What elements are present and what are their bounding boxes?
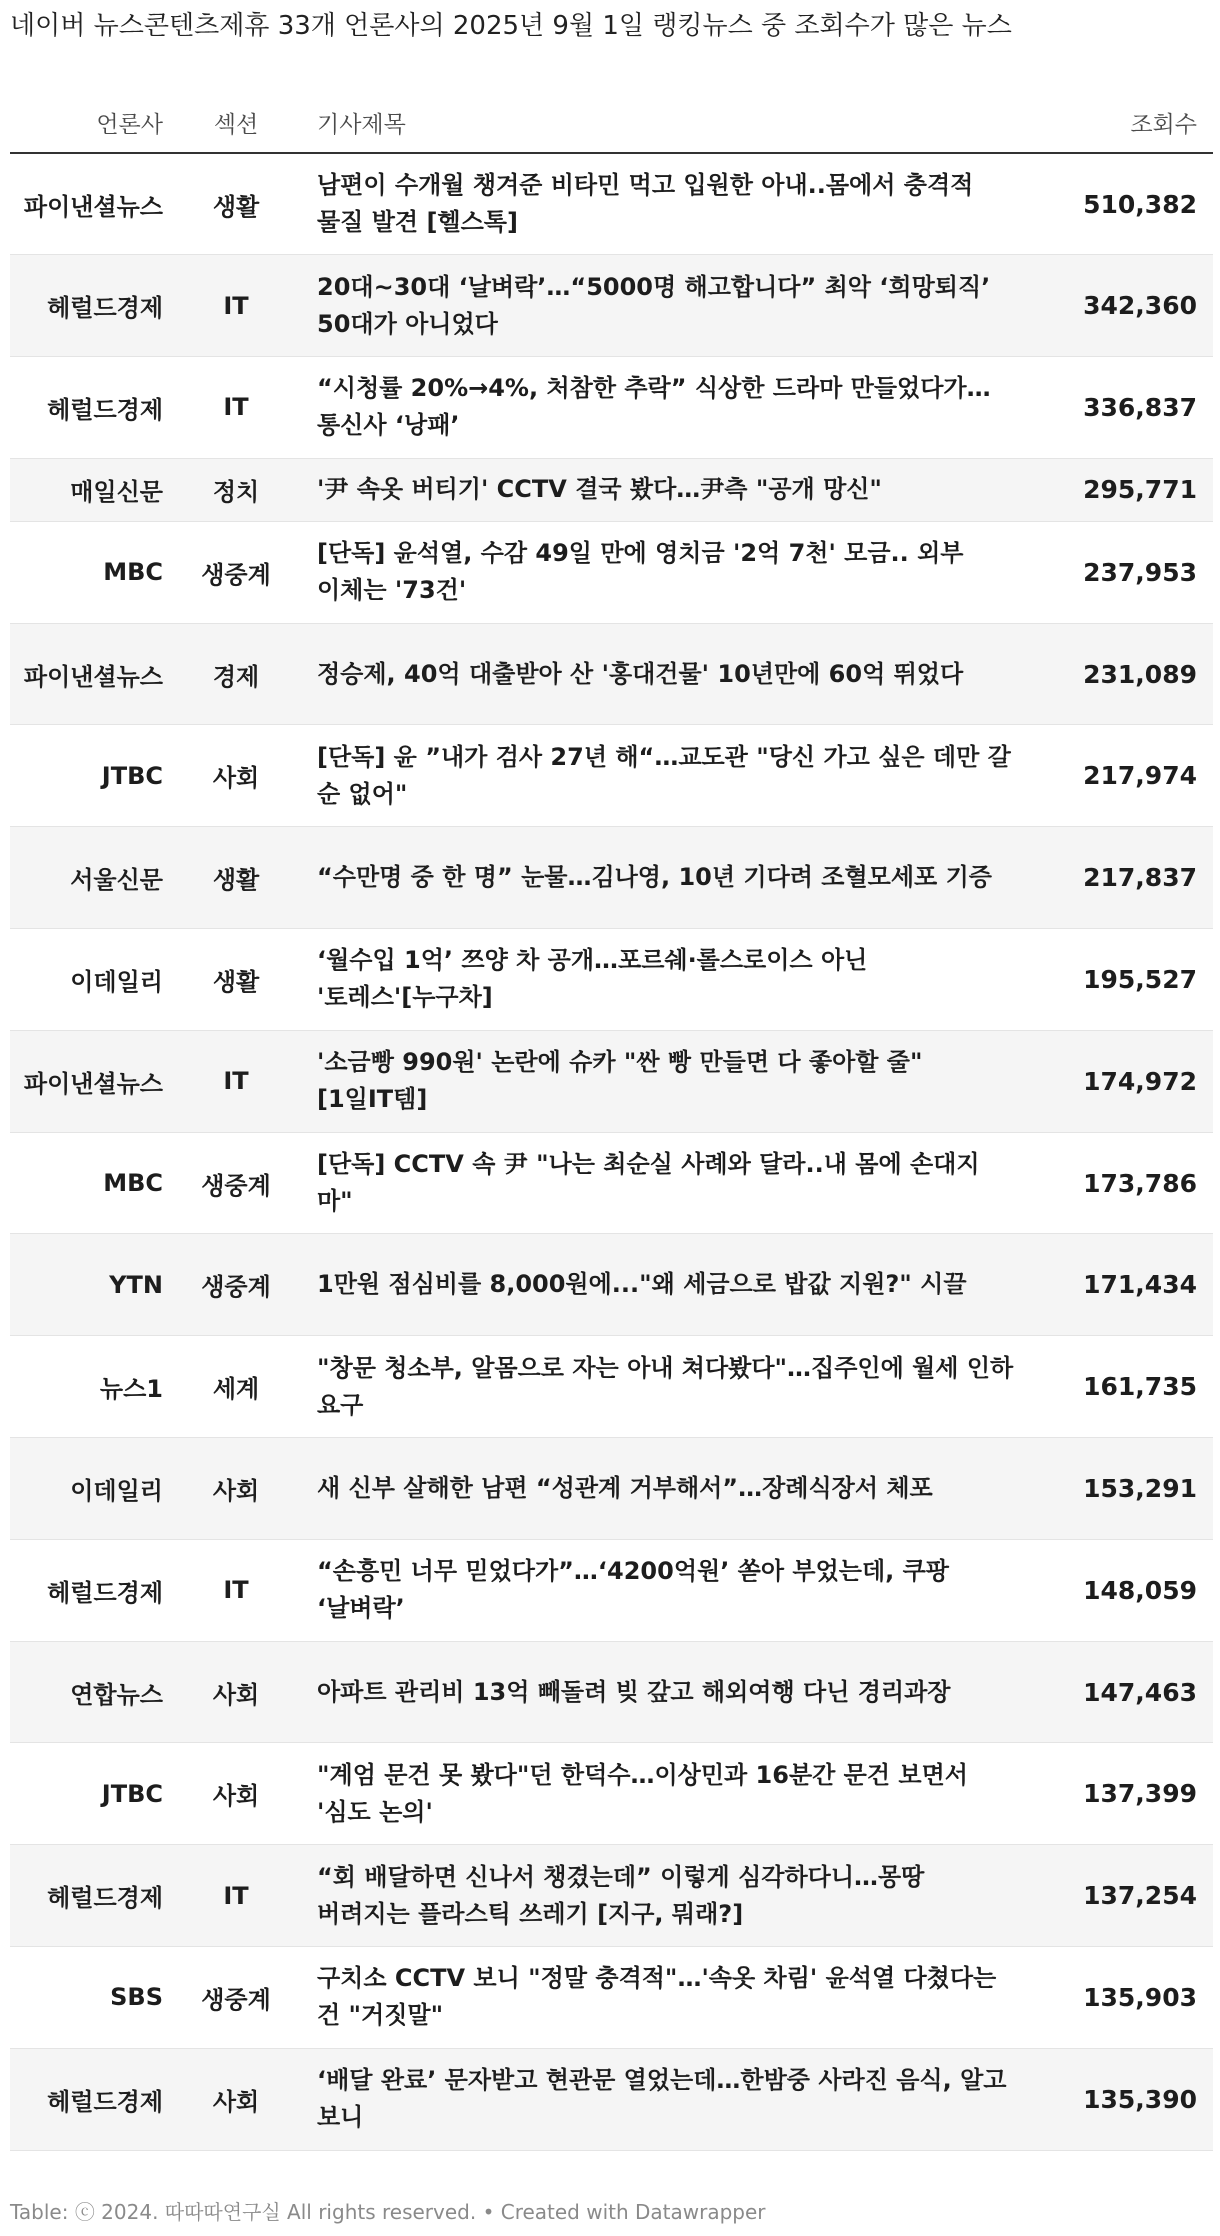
cell-headline: [단독] CCTV 속 尹 "나는 최순실 사례와 달라..내 몸에 손대지 마"	[291, 1132, 1060, 1234]
cell-headline: 구치소 CCTV 보니 "정말 충격적"…'속옷 차림' 윤석열 다쳤다는 건 "거짓말"	[291, 1947, 1060, 2049]
table-footer: Table: ⓒ 2024. 따따따연구실 All rights reserved. • Created with Datawrapper	[10, 2200, 766, 2224]
table-row	[10, 929, 1213, 1031]
cell-press: 헤럴드경제	[10, 1539, 181, 1641]
cell-section: 생중계	[181, 1234, 291, 1336]
cell-headline: “수만명 중 한 명” 눈물…김나영, 10년 기다려 조혈모세포 기증	[291, 827, 1060, 929]
cell-press: 헤럴드경제	[10, 255, 181, 357]
cell-press: 뉴스1	[10, 1336, 181, 1438]
cell-press: 파이낸셜뉴스	[10, 1030, 181, 1132]
table-row	[10, 357, 1213, 459]
cell-views: 295,771	[1060, 458, 1213, 521]
cell-headline: [단독] 윤석열, 수감 49일 만에 영치금 '2억 7천' 모금.. 외부 이체는 '73건'	[291, 521, 1060, 623]
cell-section: 사회	[181, 2048, 291, 2150]
cell-section: 세계	[181, 1336, 291, 1438]
cell-section: IT	[181, 255, 291, 357]
table-row	[10, 827, 1213, 929]
cell-section: 생중계	[181, 1947, 291, 2049]
table-row	[10, 1438, 1213, 1540]
cell-headline: “손흥민 너무 믿었다가”…‘4200억원’ 쏟아 부었는데, 쿠팡 ‘날벼락’	[291, 1539, 1060, 1641]
table-row	[10, 1947, 1213, 2049]
cell-press: SBS	[10, 1947, 181, 2049]
cell-headline: 남편이 수개월 챙겨준 비타민 먹고 입원한 아내..몸에서 충격적 물질 발견 [헬스톡]	[291, 153, 1060, 255]
cell-views: 135,903	[1060, 1947, 1213, 2049]
cell-section: 경제	[181, 623, 291, 725]
table-row	[10, 1743, 1213, 1845]
cell-views: 336,837	[1060, 357, 1213, 459]
cell-headline: 새 신부 살해한 남편 “성관계 거부해서”…장례식장서 체포	[291, 1438, 1060, 1540]
column-header-section[interactable]: 섹션	[213, 111, 259, 138]
cell-section: 정치	[181, 458, 291, 521]
cell-views: 173,786	[1060, 1132, 1213, 1234]
cell-headline: "창문 청소부, 알몸으로 자는 아내 쳐다봤다"…집주인에 월세 인하 요구	[291, 1336, 1060, 1438]
table-row	[10, 725, 1213, 827]
cell-press: YTN	[10, 1234, 181, 1336]
cell-press: 헤럴드경제	[10, 2048, 181, 2150]
cell-views: 217,837	[1060, 827, 1213, 929]
cell-press: 연합뉴스	[10, 1641, 181, 1743]
cell-headline: '尹 속옷 버티기' CCTV 결국 봤다…尹측 "공개 망신"	[291, 458, 1060, 521]
cell-headline: 20대~30대 ‘날벼락’…“5000명 해고합니다” 최악 ‘희망퇴직’ 50대가 아니었다	[291, 255, 1060, 357]
column-header-headline[interactable]: 기사제목	[317, 111, 406, 138]
cell-headline: '소금빵 990원' 논란에 슈카 "싼 빵 만들면 다 좋아할 줄" [1일IT템]	[291, 1030, 1060, 1132]
cell-views: 171,434	[1060, 1234, 1213, 1336]
ranking-table	[10, 92, 1213, 2151]
cell-section: 생활	[181, 929, 291, 1031]
cell-section: 생중계	[181, 521, 291, 623]
cell-views: 153,291	[1060, 1438, 1213, 1540]
table-row	[10, 1234, 1213, 1336]
cell-views: 148,059	[1060, 1539, 1213, 1641]
cell-press: 이데일리	[10, 1438, 181, 1540]
cell-press: 서울신문	[10, 827, 181, 929]
column-header-views[interactable]: 조회수	[1130, 111, 1197, 138]
cell-section: IT	[181, 1030, 291, 1132]
cell-section: 사회	[181, 725, 291, 827]
cell-press: 이데일리	[10, 929, 181, 1031]
cell-press: 파이낸셜뉴스	[10, 623, 181, 725]
cell-section: 사회	[181, 1641, 291, 1743]
cell-views: 135,390	[1060, 2048, 1213, 2150]
table-row	[10, 521, 1213, 623]
cell-views: 174,972	[1060, 1030, 1213, 1132]
cell-views: 137,254	[1060, 1845, 1213, 1947]
cell-press: 헤럴드경제	[10, 1845, 181, 1947]
cell-headline: ‘배달 완료’ 문자받고 현관문 열었는데…한밤중 사라진 음식, 알고 보니	[291, 2048, 1060, 2150]
cell-press: 파이낸셜뉴스	[10, 153, 181, 255]
cell-views: 217,974	[1060, 725, 1213, 827]
cell-press: JTBC	[10, 725, 181, 827]
column-header-press[interactable]: 언론사	[96, 111, 163, 138]
cell-headline: "계엄 문건 못 봤다"던 한덕수…이상민과 16분간 문건 보면서 '심도 논의'	[291, 1743, 1060, 1845]
cell-press: 헤럴드경제	[10, 357, 181, 459]
cell-section: 생활	[181, 153, 291, 255]
table-row	[10, 1132, 1213, 1234]
cell-press: 매일신문	[10, 458, 181, 521]
table-body	[10, 153, 1213, 2150]
cell-section: 생중계	[181, 1132, 291, 1234]
cell-views: 161,735	[1060, 1336, 1213, 1438]
table-row	[10, 1539, 1213, 1641]
cell-section: IT	[181, 1539, 291, 1641]
cell-views: 137,399	[1060, 1743, 1213, 1845]
table-row	[10, 255, 1213, 357]
cell-headline: 정승제, 40억 대출받아 산 '홍대건물' 10년만에 60억 뛰었다	[291, 623, 1060, 725]
cell-press: JTBC	[10, 1743, 181, 1845]
cell-section: 사회	[181, 1743, 291, 1845]
table-row	[10, 458, 1213, 521]
cell-views: 237,953	[1060, 521, 1213, 623]
table-row	[10, 623, 1213, 725]
cell-views: 231,089	[1060, 623, 1213, 725]
table-row	[10, 1845, 1213, 1947]
table-row	[10, 2048, 1213, 2150]
cell-section: IT	[181, 1845, 291, 1947]
cell-headline: “회 배달하면 신나서 챙겼는데” 이렇게 심각하다니…몽땅 버려지는 플라스틱 쓰레기 [지구, 뭐래?]	[291, 1845, 1060, 1947]
cell-section: 생활	[181, 827, 291, 929]
cell-section: IT	[181, 357, 291, 459]
table-row	[10, 153, 1213, 255]
cell-views: 195,527	[1060, 929, 1213, 1031]
cell-press: MBC	[10, 521, 181, 623]
cell-section: 사회	[181, 1438, 291, 1540]
header-row	[10, 92, 1213, 153]
cell-headline: 1만원 점심비를 8,000원에..."왜 세금으로 밥값 지원?" 시끌	[291, 1234, 1060, 1336]
cell-views: 342,360	[1060, 255, 1213, 357]
cell-headline: ‘월수입 1억’ 쯔양 차 공개…포르쉐·롤스로이스 아닌 '토레스'[누구차]	[291, 929, 1060, 1031]
table-row	[10, 1030, 1213, 1132]
table-row	[10, 1336, 1213, 1438]
cell-headline: 아파트 관리비 13억 빼돌려 빚 갚고 해외여행 다닌 경리과장	[291, 1641, 1060, 1743]
table-row	[10, 1641, 1213, 1743]
cell-views: 147,463	[1060, 1641, 1213, 1743]
cell-views: 510,382	[1060, 153, 1213, 255]
cell-press: MBC	[10, 1132, 181, 1234]
cell-headline: [단독] 윤 ”내가 검사 27년 해“…교도관 "당신 가고 싶은 데만 갈 순 없어"	[291, 725, 1060, 827]
cell-headline: “시청률 20%→4%, 처참한 추락” 식상한 드라마 만들었다가…통신사 ‘낭패’	[291, 357, 1060, 459]
table-title: 네이버 뉴스콘텐츠제휴 33개 언론사의 2025년 9월 1일 랭킹뉴스 중 조회수가 많은 뉴스	[10, 11, 1012, 41]
